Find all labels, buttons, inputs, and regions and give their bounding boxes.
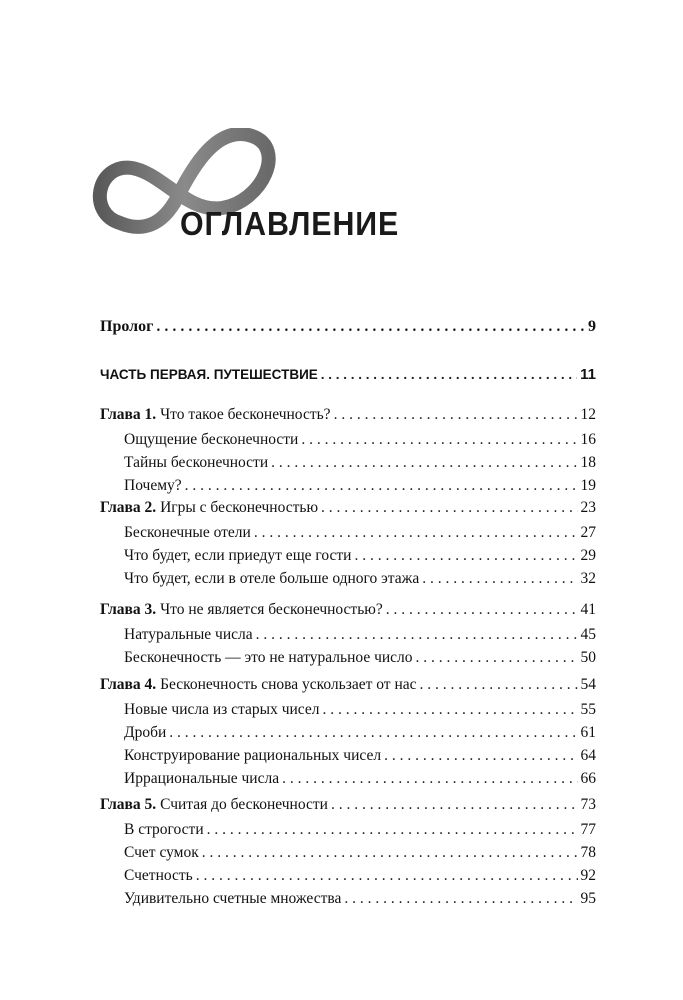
toc-section[interactable]: [124, 889, 596, 909]
toc-entry-label: Что будет, если приедут еще гости: [124, 547, 352, 564]
dot-leader: [331, 795, 578, 815]
toc-section[interactable]: [124, 476, 596, 496]
page-number: 29: [580, 547, 596, 564]
dot-leader: [321, 498, 577, 518]
dot-leader: [185, 476, 578, 496]
toc-section[interactable]: [124, 523, 596, 543]
toc-entry-label: Бесконечность — это не натуральное число: [124, 649, 413, 666]
dot-leader: [271, 453, 577, 473]
toc-chapter-1[interactable]: [100, 405, 596, 425]
dot-leader: [256, 625, 578, 645]
toc-entry-label: ЧАСТЬ ПЕРВАЯ. ПУТЕШЕСТВИЕ: [100, 367, 318, 382]
page-number: 27: [580, 524, 596, 541]
page-number: 16: [580, 431, 596, 448]
toc-entry-label: Почему?: [124, 477, 182, 494]
page-number: 9: [588, 318, 596, 335]
toc-chapter-2[interactable]: [100, 498, 596, 518]
page-number: 64: [580, 747, 596, 764]
chapter-number: Глава 1.: [100, 406, 157, 423]
page-number: 55: [580, 701, 596, 718]
dot-leader: [301, 430, 577, 450]
toc-section[interactable]: [124, 723, 596, 743]
toc-entry-label: Иррациональные числа: [124, 770, 280, 787]
dot-leader: [169, 723, 577, 743]
dot-leader: [354, 546, 577, 566]
toc-section[interactable]: [124, 843, 596, 863]
toc-entry-label: Глава 5. Считая до бесконечности: [100, 796, 328, 813]
toc-entry-label: Конструирование рациональных чисел: [124, 747, 382, 764]
dot-leader: [334, 405, 578, 425]
page-number: 11: [580, 366, 596, 383]
toc-entry-label: Натуральные числа: [124, 626, 253, 643]
toc-section[interactable]: [124, 546, 596, 566]
chapter-number: Глава 3.: [100, 601, 157, 618]
dot-leader: [321, 365, 577, 385]
toc-section[interactable]: [124, 866, 596, 886]
toc-entry-label: В строгости: [124, 821, 204, 838]
dot-leader: [207, 820, 578, 840]
page-number: 18: [580, 454, 596, 471]
dot-leader: [196, 866, 578, 886]
toc-section[interactable]: [124, 625, 596, 645]
page-number: 41: [580, 601, 596, 618]
page-number: 61: [580, 724, 596, 741]
page-title: ОГЛАВЛЕНИЕ: [180, 205, 400, 242]
page-number: 66: [580, 770, 596, 787]
toc-entry-label: Что будет, если в отеле больше одного этажа: [124, 570, 420, 587]
toc-entry-label: Глава 1. Что такое бесконечность?: [100, 406, 331, 423]
page-number: 19: [580, 477, 596, 494]
toc-entry-label: Пролог: [100, 318, 154, 335]
page-number: 23: [580, 499, 596, 516]
toc-section[interactable]: [124, 569, 596, 589]
toc-section[interactable]: [124, 820, 596, 840]
toc-entry-label: Глава 2. Игры с бесконечностью: [100, 499, 319, 516]
page-number: 54: [580, 676, 596, 693]
page-number: 50: [580, 649, 596, 666]
toc-section[interactable]: [124, 453, 596, 473]
page-number: 12: [580, 406, 596, 423]
toc-chapter-3[interactable]: [100, 600, 596, 620]
page-number: 78: [580, 844, 596, 861]
dot-leader: [156, 317, 585, 337]
toc-entry-label: Глава 4. Бесконечность снова ускользает от нас: [100, 676, 417, 693]
dot-leader: [282, 769, 577, 789]
toc-chapter-5[interactable]: [100, 795, 596, 815]
toc-part-heading[interactable]: [100, 365, 596, 385]
toc-entry-label: Ощущение бесконечности: [124, 431, 299, 448]
toc-chapter-4[interactable]: [100, 675, 596, 695]
page-number: 77: [580, 821, 596, 838]
dot-leader: [322, 700, 577, 720]
dot-leader: [202, 843, 578, 863]
toc-prolog[interactable]: [100, 317, 596, 337]
page-number: 73: [580, 796, 596, 813]
toc-entry-label: Бесконечные отели: [124, 524, 251, 541]
toc-entry-label: Новые числа из старых чисел: [124, 701, 320, 718]
toc-section[interactable]: [124, 700, 596, 720]
toc-entry-label: Удивительно счетные множества: [124, 890, 342, 907]
dot-leader: [422, 569, 577, 589]
toc-section[interactable]: [124, 430, 596, 450]
page-number: 32: [580, 570, 596, 587]
toc-entry-label: Глава 3. Что не является бесконечностью?: [100, 601, 383, 618]
dot-leader: [386, 600, 578, 620]
page-number: 45: [580, 626, 596, 643]
chapter-number: Глава 5.: [100, 796, 157, 813]
dot-leader: [254, 523, 578, 543]
toc-entry-label: Счетность: [124, 867, 193, 884]
chapter-number: Глава 4.: [100, 676, 157, 693]
toc-section[interactable]: [124, 769, 596, 789]
toc-entry-label: Тайны бесконечности: [124, 454, 269, 471]
toc-entry-label: Счет сумок: [124, 844, 199, 861]
dot-leader: [416, 648, 578, 668]
toc-section[interactable]: [124, 746, 596, 766]
chapter-number: Глава 2.: [100, 499, 157, 516]
toc-entry-label: Дроби: [124, 724, 167, 741]
dot-leader: [384, 746, 577, 766]
page-number: 95: [580, 890, 596, 907]
page-number: 92: [580, 867, 596, 884]
dot-leader: [344, 889, 577, 909]
dot-leader: [420, 675, 578, 695]
toc-section[interactable]: [124, 648, 596, 668]
